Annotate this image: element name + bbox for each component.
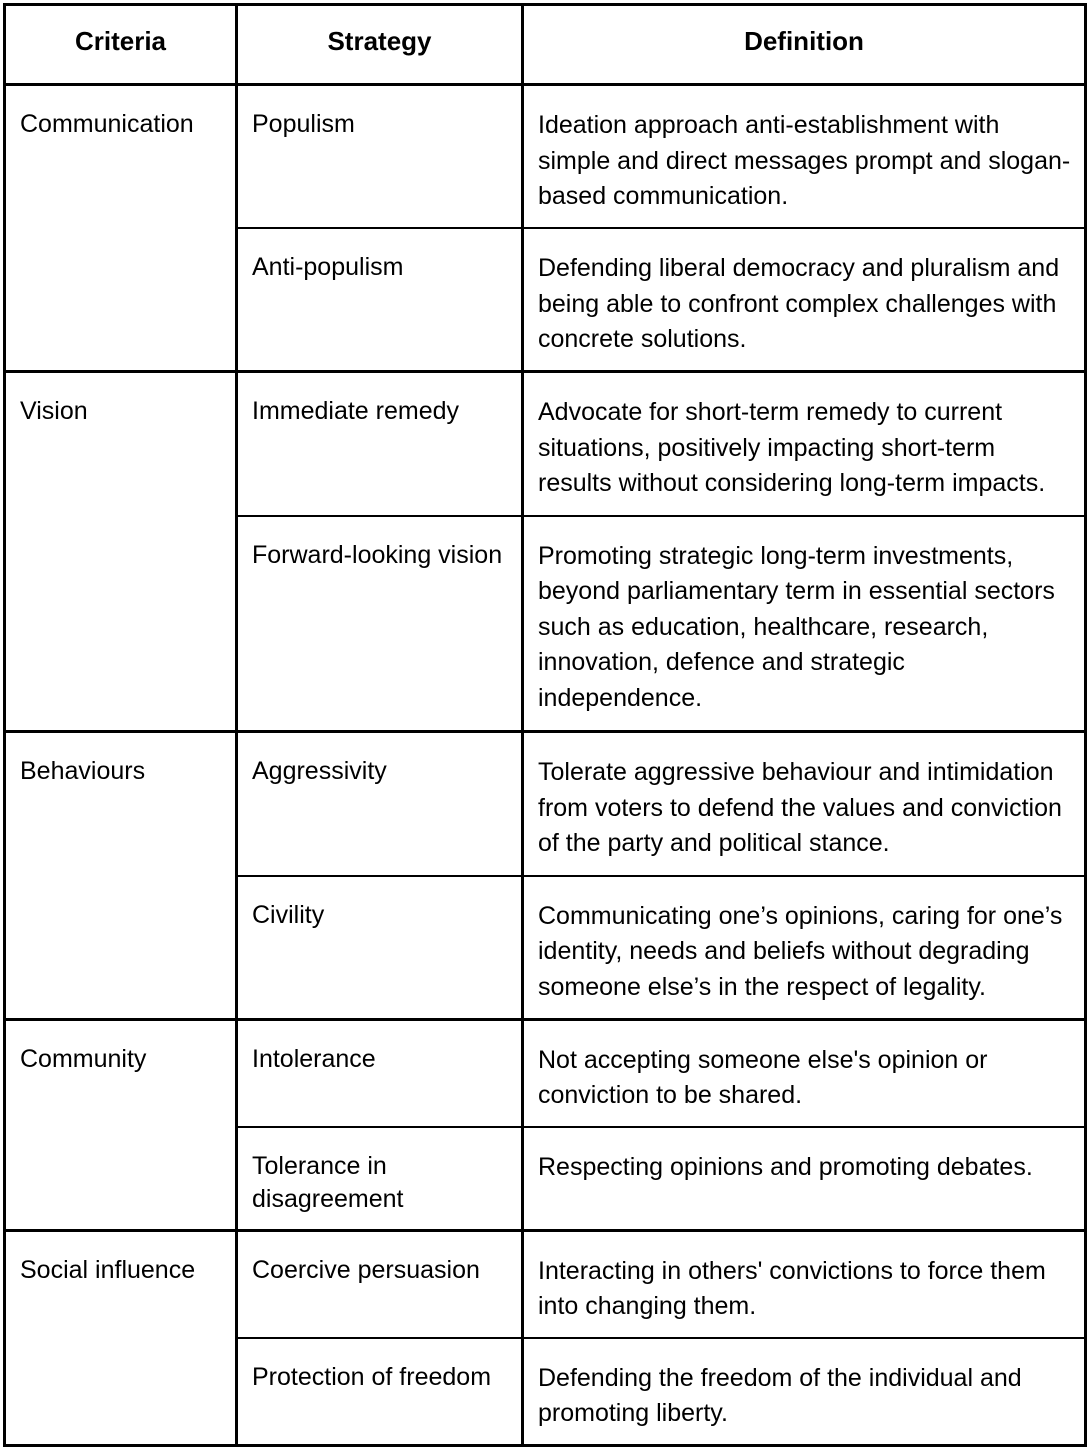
- strategy-label: Protection of freedom: [237, 1338, 523, 1446]
- criteria-label: Social influence: [5, 1230, 237, 1445]
- definition-text: Interacting in others' convictions to force them into changing them.: [523, 1230, 1086, 1338]
- strategy-label: Tolerance in disagreement: [237, 1127, 523, 1230]
- table-row: [5, 1019, 1086, 1127]
- definition-text: Defending the freedom of the individual and promoting liberty.: [523, 1338, 1086, 1446]
- definition-text: Promoting strategic long-term investments, beyond parliamentary term in essential sectors such as education, healthcare, research, innovation, defence and strategic independence.: [523, 516, 1086, 732]
- column-header-criteria: Criteria: [5, 5, 237, 85]
- table-header: [5, 5, 1086, 85]
- table-body: [5, 85, 1086, 1446]
- column-header-definition: Definition: [523, 5, 1086, 85]
- definition-text: Defending liberal democracy and pluralism and being able to confront complex challenges with concrete solutions.: [523, 228, 1086, 372]
- definition-text: Ideation approach anti-establishment with simple and direct messages prompt and slogan-based communication.: [523, 85, 1086, 229]
- strategy-label: Intolerance: [237, 1019, 523, 1127]
- table-row: [5, 732, 1086, 876]
- table-row: [5, 372, 1086, 516]
- definition-text: Advocate for short-term remedy to current situations, positively impacting short-term results without considering long-term impacts.: [523, 372, 1086, 516]
- criteria-label: Community: [5, 1019, 237, 1230]
- table-row: [5, 85, 1086, 229]
- criteria-label: Behaviours: [5, 732, 237, 1019]
- strategy-label: Civility: [237, 876, 523, 1020]
- strategy-label: Aggressivity: [237, 732, 523, 876]
- strategy-label: Populism: [237, 85, 523, 229]
- strategy-label: Immediate remedy: [237, 372, 523, 516]
- strategy-label: Coercive persuasion: [237, 1230, 523, 1338]
- definition-text: Not accepting someone else's opinion or conviction to be shared.: [523, 1019, 1086, 1127]
- strategy-label: Forward-looking vision: [237, 516, 523, 732]
- definition-text: Communicating one’s opinions, caring for one’s identity, needs and beliefs without degrading someone else’s in the respect of legality.: [523, 876, 1086, 1020]
- criteria-label: Vision: [5, 372, 237, 732]
- criteria-label: Communication: [5, 85, 237, 372]
- header-row: [5, 5, 1086, 85]
- definition-text: Respecting opinions and promoting debates.: [523, 1127, 1086, 1230]
- criteria-strategy-definition-table: [3, 3, 1087, 1447]
- strategy-label: Anti-populism: [237, 228, 523, 372]
- table-row: [5, 1230, 1086, 1338]
- column-header-strategy: Strategy: [237, 5, 523, 85]
- definition-text: Tolerate aggressive behaviour and intimidation from voters to defend the values and conviction of the party and political stance.: [523, 732, 1086, 876]
